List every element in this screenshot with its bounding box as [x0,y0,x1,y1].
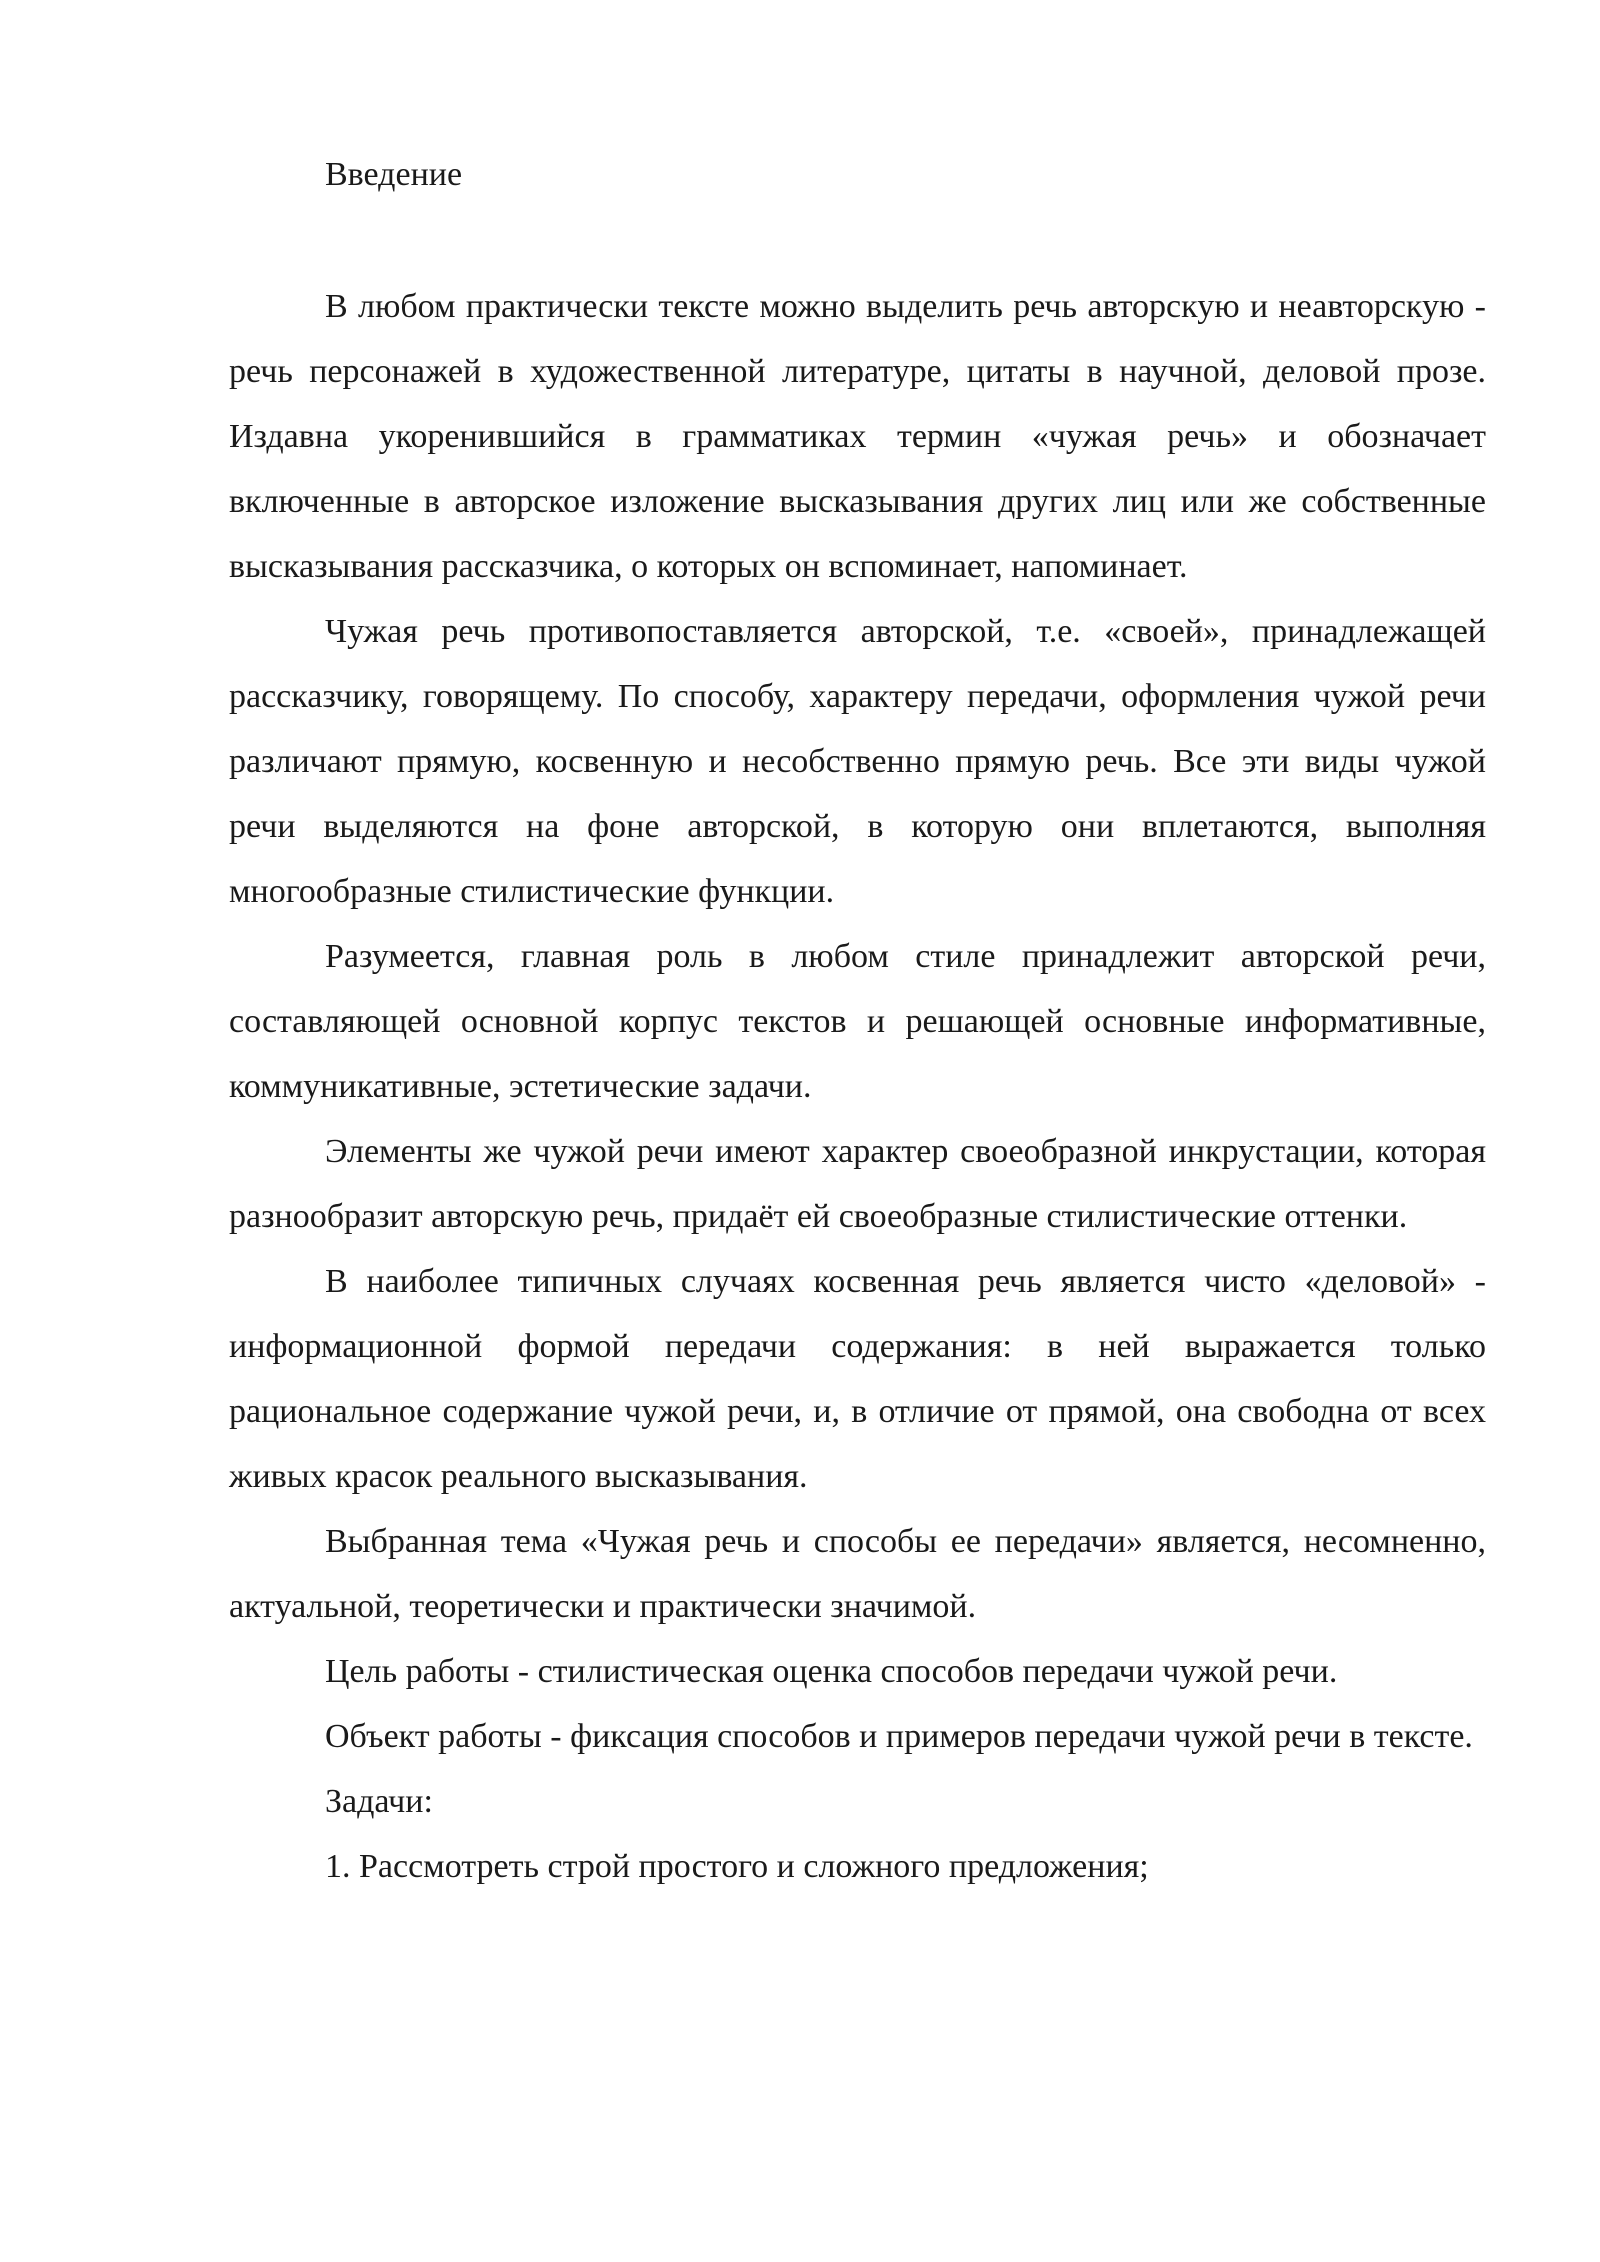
paragraph-goal: Цель работы - стилистическая оценка способов передачи чужой речи. [325,1653,1338,1690]
paragraph-task-1: 1. Рассмотреть строй простого и сложного предложения; [325,1848,1149,1885]
paragraph-intro: В любом практически тексте можно выделить речь авторскую и неавторскую - речь персонажей в художественной литературе, цитаты в научной, деловой прозе. Издавна укоренившийся в грамматиках термин «чужая речь» и обозначает включенные в авторское изложение высказывания других лиц или же собственные высказывания рассказчика, о которых он вспоминает, напоминает. [229,288,1486,585]
section-heading: Введение [325,156,463,193]
paragraph-topic: Выбранная тема «Чужая речь и способы ее передачи» является, несомненно, актуальной, теоретически и практически значимой. [229,1523,1486,1625]
paragraph-tasks-label: Задачи: [325,1783,433,1820]
paragraph-author-role: Разумеется, главная роль в любом стиле принадлежит авторской речи, составляющей основной корпус текстов и решающей основные информативные, коммуникативные, эстетические задачи. [229,938,1486,1105]
body-text [229,274,1486,1899]
paragraph-inlay: Элементы же чужой речи имеют характер своеобразной инкрустации, которая разнообразит авторскую речь, придаёт ей своеобразные стилистические оттенки. [229,1133,1486,1235]
paragraph-indirect-speech: В наиболее типичных случаях косвенная речь является чисто «деловой» - информационной формой передачи содержания: в ней выражается только рациональное содержание чужой речи, и, в отличие от прямой, она свободна от всех живых красок реального высказывания. [229,1263,1486,1495]
paragraph-opposition: Чужая речь противопоставляется авторской, т.е. «своей», принадлежащей рассказчику, говорящему. По способу, характеру передачи, оформления чужой речи различают прямую, косвенную и несобственно прямую речь. Все эти виды чужой речи выделяются на фоне авторской, в которую они вплетаются, выполняя многообразные стилистические функции. [229,613,1486,910]
paragraph-object: Объект работы - фиксация способов и примеров передачи чужой речи в тексте. [325,1718,1473,1755]
